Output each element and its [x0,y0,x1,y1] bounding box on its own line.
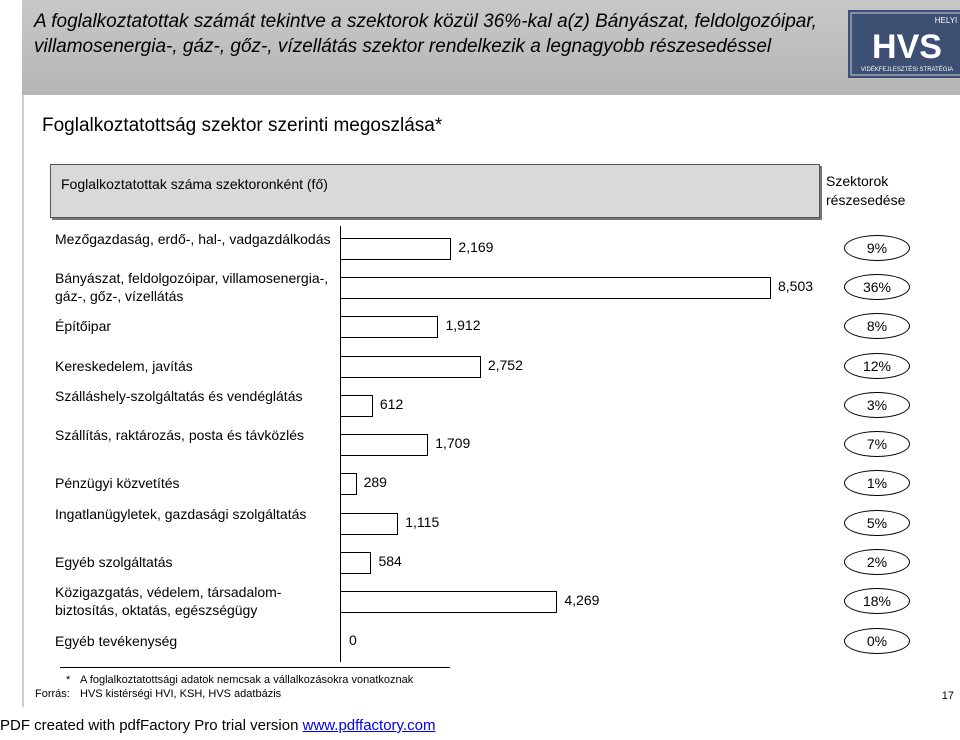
logo-sub-text: VIDÉKFEJLESZTÉSI STRATÉGIA [860,67,954,73]
category-label: Építőipar [55,318,112,335]
column-header-box [50,164,820,218]
value-label: 289 [363,474,387,491]
share-badge: 7% [844,431,910,457]
share-badge: 1% [844,470,910,496]
bar [341,473,357,495]
share-badge: 18% [844,588,910,614]
value-label: 1,709 [435,435,471,452]
column-header-label: Foglalkoztatottak száma szektoronként (fő) [61,176,328,192]
bar [341,277,771,299]
chart-subtitle: Foglalkoztatottság szektor szerinti megoszlása* [42,115,443,136]
bar [341,513,398,535]
footnote-mark: * [66,674,71,686]
share-badge: 12% [844,353,910,379]
share-badge: 3% [844,392,910,418]
pdf-footer [0,717,960,740]
share-badge: 5% [844,510,910,536]
source-label: Forrás: [35,688,70,700]
headline: A foglalkoztatottak számát tekintve a szektorok közül 36%-kal a(z) Bányászat, feldolgozóipar, villamosenergia-, gáz-, gőz-, vízellátás szektor rendelkezik a legnagyobb részesedéssel [34,11,817,57]
value-label: 1,115 [405,513,440,530]
category-label: Egyéb szolgáltatás [55,554,173,571]
logo-small-text: HELYI [934,16,958,25]
source-text: HVS kistérségi HVI, KSH, HVS adatbázis [80,688,282,700]
category-label: Bányászat, feldolgozóipar, villamosenergia-, gáz-, gőz-, vízellátás [55,269,329,304]
value-label: 612 [379,395,404,412]
footer-link[interactable]: www.pdffactory.com [302,717,436,734]
bar [341,552,371,574]
value-label: 2,752 [487,356,523,373]
footnote-text: A foglalkoztatottsági adatok nemcsak a vállalkozásokra vonatkoznak [80,674,414,686]
hvs-logo [848,10,960,78]
bar [341,356,481,378]
bar [341,434,428,456]
page-number: 17 [941,690,954,702]
category-label: Egyéb tevékenység [55,632,178,649]
share-badge: 8% [844,313,910,339]
value-label: 584 [378,553,402,570]
value-label: 4,269 [564,592,600,609]
bar [341,238,451,260]
logo-main-text: HVS [872,28,942,66]
bar [341,591,557,613]
value-label: 1,912 [445,317,481,334]
category-label: Pénzügyi közvetítés [55,475,180,492]
value-label: 2,169 [458,238,494,255]
share-badge: 2% [844,549,910,575]
share-badge: 0% [844,628,910,654]
category-label: Közigazgatás, védelem, társadalom-biztosítás, oktatás, egészségügy [55,584,282,619]
category-label: Ingatlanügyletek, gazdasági szolgáltatás [55,505,307,522]
category-label: Mezőgazdaság, erdő-, hal-, vadgazdálkodás [55,230,331,247]
bar [341,316,438,338]
share-badge: 9% [844,235,910,261]
category-label: Szálláshely-szolgáltatás és vendéglátás [55,387,303,404]
value-label: 0 [349,631,357,648]
share-badge: 36% [844,274,910,300]
footer-text: PDF created with pdfFactory Pro trial version [0,717,303,734]
bar [341,395,373,417]
category-label: Kereskedelem, javítás [55,357,193,374]
value-label: 8,503 [778,277,814,294]
footnote-divider [60,667,450,668]
share-header: Szektorok részesedése [826,173,906,208]
category-label: Szállítás, raktározás, posta és távközlés [55,427,304,444]
header-banner [22,0,960,95]
